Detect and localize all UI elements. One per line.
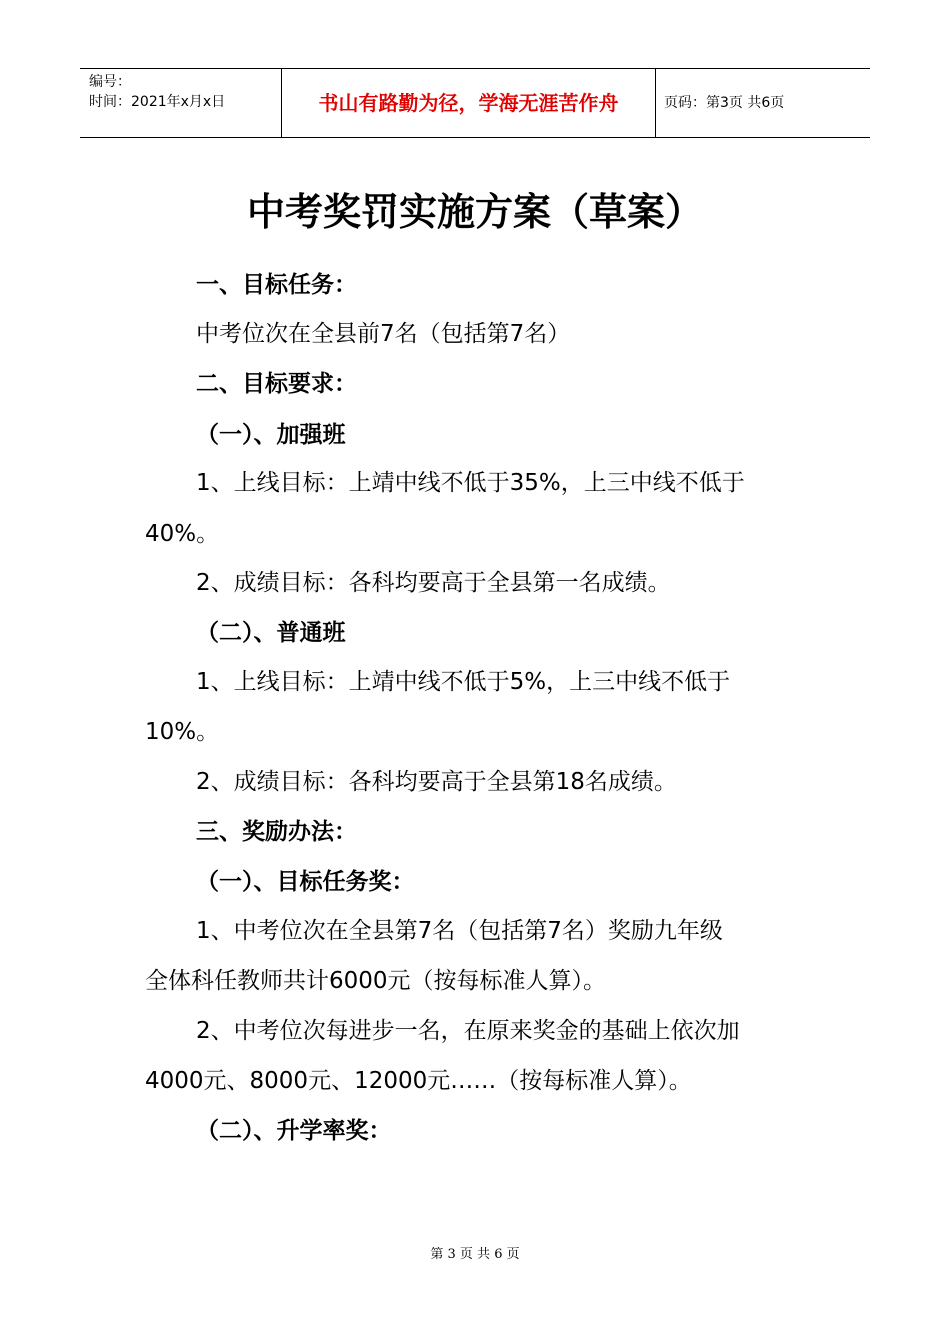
paragraph-regular-line-target: 1、上线目标：上靖中线不低于5%，上三中线不低于 bbox=[196, 669, 731, 695]
header-number-label: 编号： bbox=[89, 74, 131, 90]
document-title: 中考奖罚实施方案（草案） bbox=[246, 189, 703, 234]
paragraph-regular-line-target-cont: 10%。 bbox=[145, 719, 220, 745]
header-date-label: 时间：2021年x月x日 bbox=[89, 94, 226, 110]
page-header bbox=[80, 68, 870, 138]
section-heading-goal-task: 一、目标任务： bbox=[196, 272, 357, 298]
paragraph-award-rule-2-cont: 4000元、8000元、12000元……（按每标准人算）。 bbox=[145, 1068, 692, 1094]
header-right-cell bbox=[655, 69, 870, 137]
page-footer: 第 3 页 共 6 页 bbox=[430, 1247, 520, 1262]
section-heading-reward-methods: 三、奖励办法： bbox=[196, 819, 357, 845]
header-page-info: 页码：第3页 共6页 bbox=[664, 95, 785, 111]
section-heading-goal-requirements: 二、目标要求： bbox=[196, 371, 357, 397]
subsection-heading-goal-task-award: （一）、目标任务奖： bbox=[196, 869, 415, 895]
paragraph-award-rule-1: 1、中考位次在全县第7名（包括第7名）奖励九年级 bbox=[196, 918, 723, 944]
header-motto: 书山有路勤为径，学海无涯苦作舟 bbox=[318, 91, 619, 115]
paragraph-enhanced-line-target-cont: 40%。 bbox=[145, 521, 220, 547]
paragraph-enhanced-score-target: 2、成绩目标：各科均要高于全县第一名成绩。 bbox=[196, 570, 671, 596]
paragraph-award-rule-2: 2、中考位次每进步一名，在原来奖金的基础上依次加 bbox=[196, 1018, 740, 1044]
subsection-heading-enhanced-class: （一）、加强班 bbox=[196, 422, 346, 448]
header-middle-cell bbox=[281, 69, 656, 137]
paragraph-award-rule-1-cont: 全体科任教师共计6000元（按每标准人算）。 bbox=[145, 968, 607, 994]
subsection-heading-enrollment-rate-award: （二）、升学率奖： bbox=[196, 1118, 392, 1144]
paragraph-enhanced-line-target: 1、上线目标：上靖中线不低于35%，上三中线不低于 bbox=[196, 470, 745, 496]
paragraph-regular-score-target: 2、成绩目标：各科均要高于全县第18名成绩。 bbox=[196, 769, 677, 795]
subsection-heading-regular-class: （二）、普通班 bbox=[196, 620, 346, 646]
paragraph-goal-task: 中考位次在全县前7名（包括第7名） bbox=[196, 321, 571, 347]
header-left-cell bbox=[80, 69, 281, 137]
